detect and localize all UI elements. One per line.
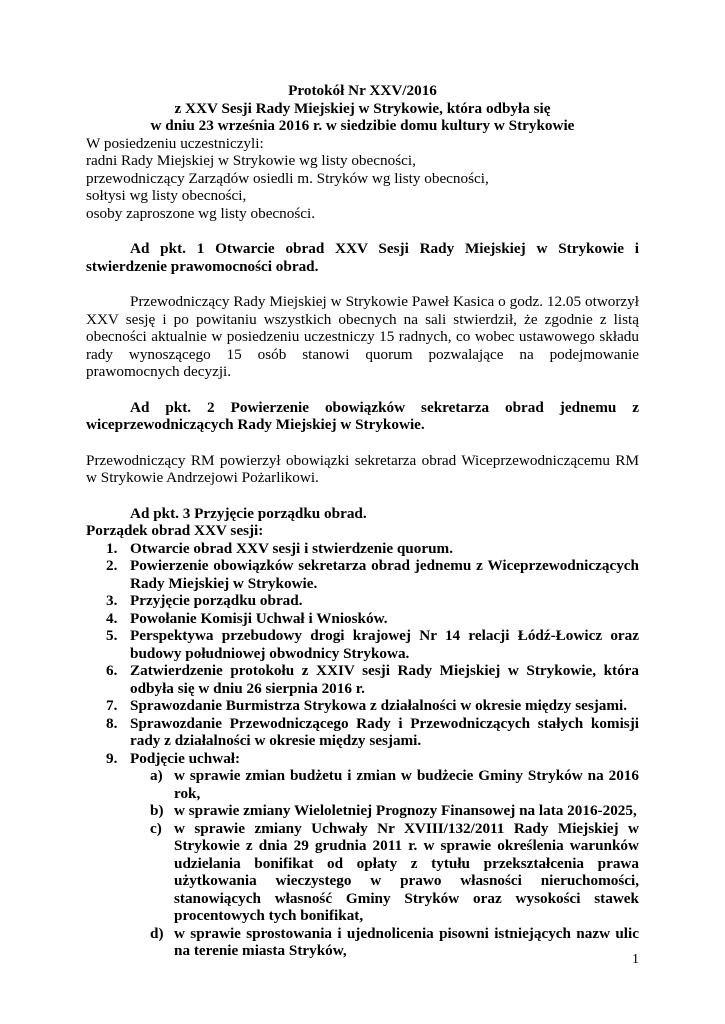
agenda-item-text: Sprawozdanie Przewodniczącego Rady i Przewodniczących stałych komisji rady z działalności w okresie między sesjami. xyxy=(130,714,639,749)
pkt2-heading: Ad pkt. 2 Powierzenie obowiązków sekretarza obrad jednemu z wiceprzewodniczących Rady Miejskiej w Strykowie. xyxy=(86,398,639,433)
resolution-letter: c) xyxy=(150,819,162,837)
agenda-item-number: 6. xyxy=(106,662,118,679)
agenda-item-text: Przyjęcie porządku obrad. xyxy=(130,592,303,609)
resolution-item xyxy=(130,802,639,820)
agenda-item-number: 1. xyxy=(106,539,118,557)
agenda-item-number: 8. xyxy=(106,714,118,732)
agenda-item-text: Sprawozdanie Burmistrza Strykowa z działalności w okresie między sesjami. xyxy=(130,697,628,714)
resolutions-list xyxy=(130,767,639,960)
agenda-item-number: 4. xyxy=(106,609,118,627)
resolution-item xyxy=(130,767,639,802)
resolution-text: w sprawie sprostowania i ujednolicenia pisowni istniejących nazw ulic na terenie miasta Stryków, xyxy=(174,924,639,959)
resolution-text: w sprawie zmian budżetu i zmian w budżecie Gminy Stryków na 2016 rok, xyxy=(174,767,639,802)
agenda-item-text: Otwarcie obrad XXV sesji i stwierdzenie quorum. xyxy=(130,539,453,557)
agenda-list xyxy=(86,540,639,960)
agenda-item xyxy=(86,662,639,697)
document-page xyxy=(86,82,639,960)
agenda-item-text: Podjęcie uchwał: xyxy=(130,749,241,767)
pkt3-heading: Ad pkt. 3 Przyjęcie porządku obrad. xyxy=(130,504,367,522)
agenda-title: Porządek obrad XXV sesji: xyxy=(86,522,264,539)
page-number: 1 xyxy=(632,952,639,967)
pkt1-text: Przewodniczący Rady Miejskiej w Strykowie Paweł Kasica o godz. 12.05 otworzył XXV sesję i po powitaniu wszystkich obecnych na sali stwierdził, że zgodnie z listą obecności aktualnie w posiedzeniu uczestniczy 15 radnych, co wobec ustawowego składu rady wynoszącego 15 osób stanowi quorum pozwalające na podejmowanie prawomocnych decyzji. xyxy=(86,293,639,380)
agenda-item-number: 9. xyxy=(106,749,118,767)
agenda-item-number: 3. xyxy=(106,592,118,609)
agenda-item xyxy=(86,610,639,628)
title-line-3: w dniu 23 września 2016 r. w siedzibie domu kultury w Strykowie xyxy=(150,117,575,134)
attendance-intro: W posiedzeniu uczestniczyli: xyxy=(86,134,264,152)
attendance-item: osoby zaproszone wg listy obecności. xyxy=(86,204,316,222)
resolution-text: w sprawie zmiany Wieloletniej Prognozy Finansowej na lata 2016-2025, xyxy=(174,802,637,819)
resolution-letter: d) xyxy=(150,924,164,942)
pkt1-heading: Ad pkt. 1 Otwarcie obrad XXV Sesji Rady Miejskiej w Strykowie i stwierdzenie prawomocności obrad. xyxy=(86,240,639,275)
resolution-item xyxy=(130,925,639,960)
resolution-text: w sprawie zmiany Uchwały Nr XVIII/132/2011 Rady Miejskiej w Strykowie z dnia 29 grudnia 2011 r. w sprawie określenia warunków udzielania bonifikat od opłaty z tytułu przekształcenia prawa użytkowania wieczystego w prawo własności nieruchomości, stanowiących własność Gminy Stryków oraz wysokości stawek procentowych tych bonifikat, xyxy=(174,819,639,924)
agenda-item xyxy=(86,540,639,558)
attendance-section xyxy=(86,135,639,223)
title-line-2: z XXV Sesji Rady Miejskiej w Strykowie, która odbyła się xyxy=(174,99,551,117)
agenda-item xyxy=(86,697,639,715)
attendance-item: sołtysi wg listy obecności, xyxy=(86,187,247,204)
agenda-item-number: 2. xyxy=(106,557,118,574)
agenda-item xyxy=(86,557,639,592)
agenda-item-text: Perspektywa przebudowy drogi krajowej Nr 14 relacji Łódź-Łowicz oraz budowy południowej obwodnicy Strykowa. xyxy=(130,627,639,662)
agenda-item-text: Zatwierdzenie protokołu z XXIV sesji Rady Miejskiej w Strykowie, która odbyła się w dniu 26 sierpnia 2016 r. xyxy=(130,662,639,697)
title-line-1: Protokół Nr XXV/2016 xyxy=(288,82,437,99)
agenda-item xyxy=(86,627,639,662)
attendance-item: przewodniczący Zarządów osiedli m. Stryków wg listy obecności, xyxy=(86,169,489,187)
attendance-item: radni Rady Miejskiej w Strykowie wg listy obecności, xyxy=(86,152,416,169)
pkt2-text: Przewodniczący RM powierzył obowiązki sekretarza obrad Wiceprzewodniczącemu RM w Strykowie Andrzejowi Pożarlikowi. xyxy=(86,451,639,486)
agenda-item xyxy=(86,715,639,750)
agenda-item xyxy=(86,592,639,610)
resolution-item xyxy=(130,820,639,925)
resolution-letter: a) xyxy=(150,767,163,784)
agenda-item xyxy=(86,750,639,960)
resolution-letter: b) xyxy=(150,802,164,819)
agenda-item-number: 7. xyxy=(106,697,118,714)
agenda-item-text: Powierzenie obowiązków sekretarza obrad jednemu z Wiceprzewodniczących Rady Miejskiej w Strykowie. xyxy=(130,557,639,592)
agenda-item-text: Powołanie Komisji Uchwał i Wniosków. xyxy=(130,609,388,627)
document-title xyxy=(86,82,639,135)
agenda-item-number: 5. xyxy=(106,627,118,644)
